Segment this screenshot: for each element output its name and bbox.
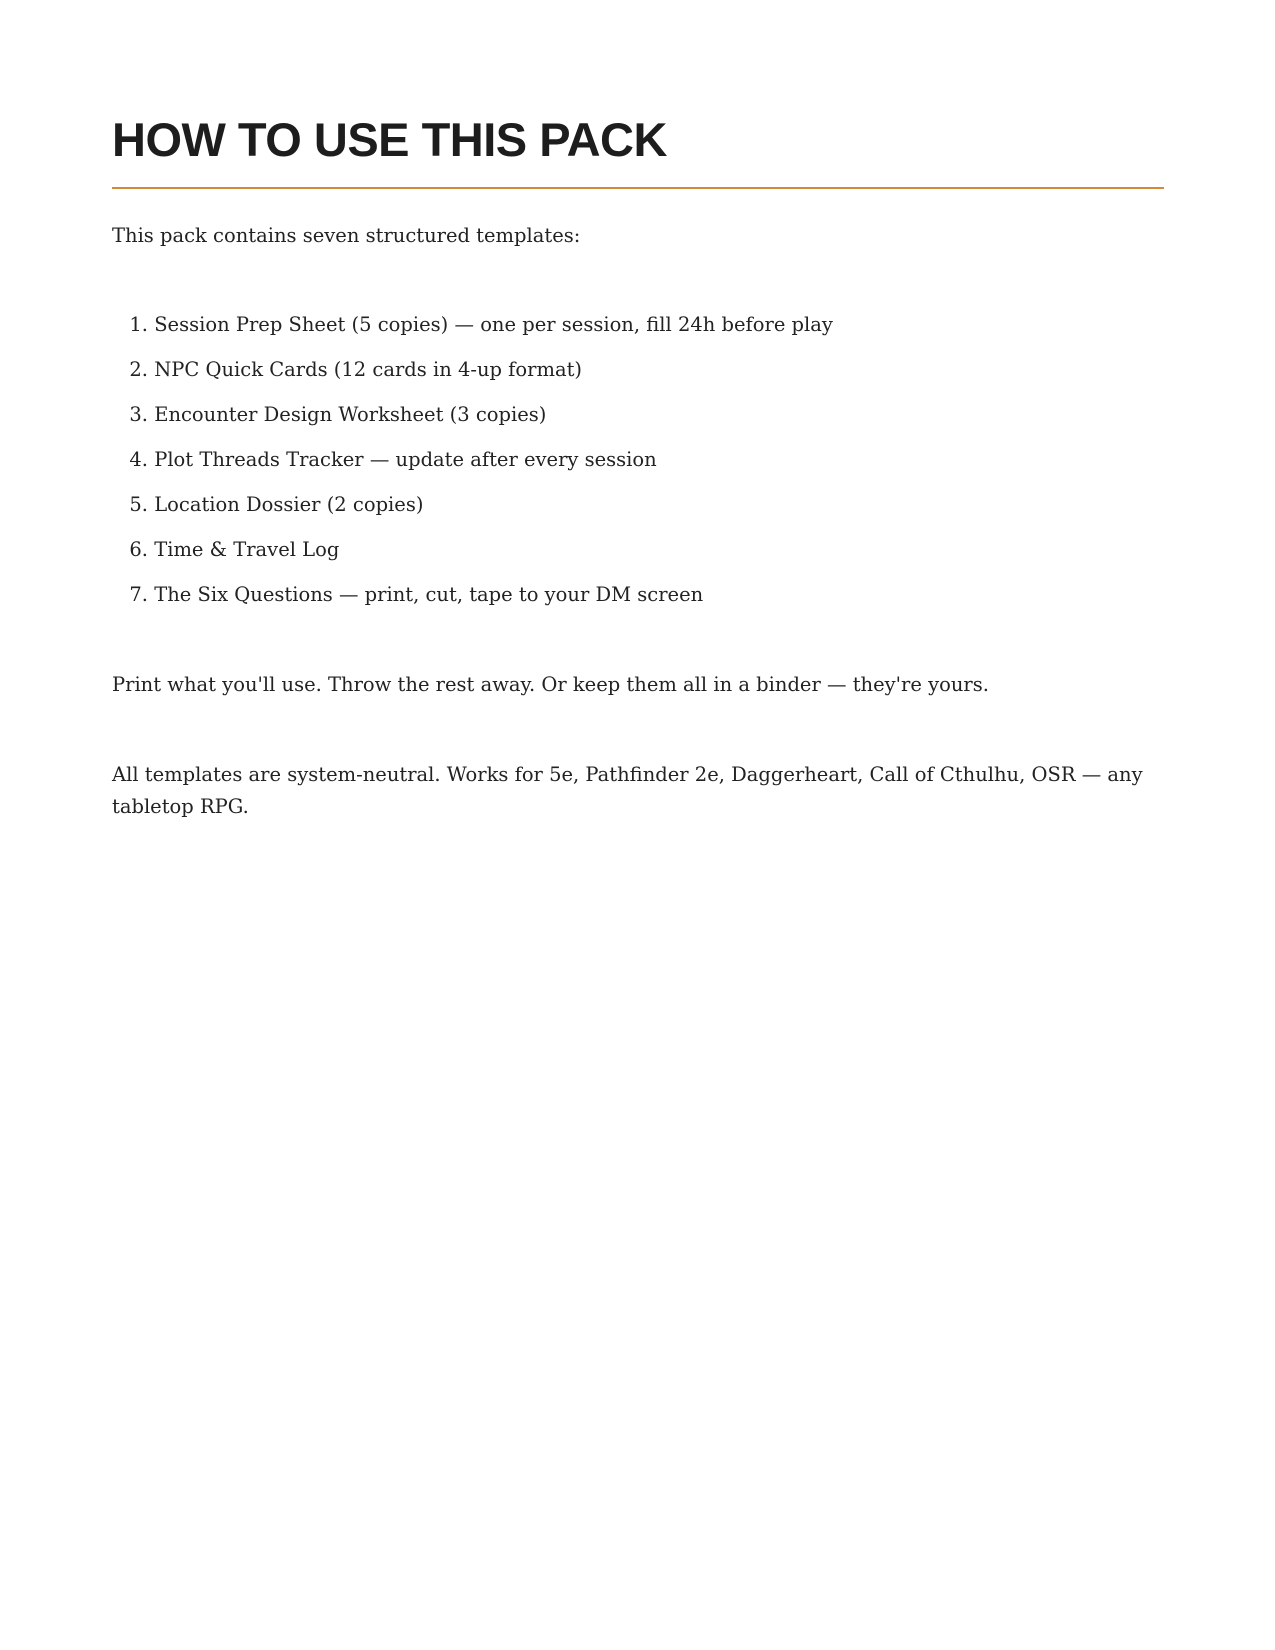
list-item-number: 7.: [129, 583, 148, 606]
system-neutral-paragraph: All templates are system-neutral. Works for 5e, Pathfinder 2e, Daggerheart, Call of Cthulhu, OSR — any tabletop RPG.: [112, 763, 1143, 818]
list-item-number: 5.: [129, 493, 148, 516]
list-item-number: 4.: [129, 448, 148, 471]
list-item: [112, 400, 833, 445]
list-item-number: 3.: [129, 403, 148, 426]
list-item-number: 1.: [129, 313, 148, 336]
list-item-text: Location Dossier (2 copies): [154, 493, 424, 516]
print-note-paragraph: Print what you'll use. Throw the rest away. Or keep them all in a binder — they're yours.: [112, 673, 989, 696]
list-item-text: The Six Questions — print, cut, tape to your DM screen: [154, 583, 704, 606]
page-title: HOW TO USE THIS PACK: [112, 113, 667, 166]
list-item-text: NPC Quick Cards (12 cards in 4-up format): [154, 358, 583, 381]
list-item-number: 6.: [129, 538, 148, 561]
list-item: [112, 490, 833, 535]
list-item: [112, 445, 833, 490]
list-item: [112, 580, 833, 625]
list-item: [112, 355, 833, 400]
list-item: [112, 535, 833, 580]
template-list: [112, 310, 833, 625]
title-divider: [112, 187, 1164, 189]
list-item-text: Plot Threads Tracker — update after every session: [154, 448, 657, 471]
intro-paragraph: This pack contains seven structured templates:: [112, 224, 581, 247]
list-item-text: Session Prep Sheet (5 copies) — one per session, fill 24h before play: [154, 313, 833, 336]
list-item-number: 2.: [129, 358, 148, 381]
list-item: [112, 310, 833, 355]
list-item-text: Time & Travel Log: [154, 538, 340, 561]
list-item-text: Encounter Design Worksheet (3 copies): [154, 403, 547, 426]
